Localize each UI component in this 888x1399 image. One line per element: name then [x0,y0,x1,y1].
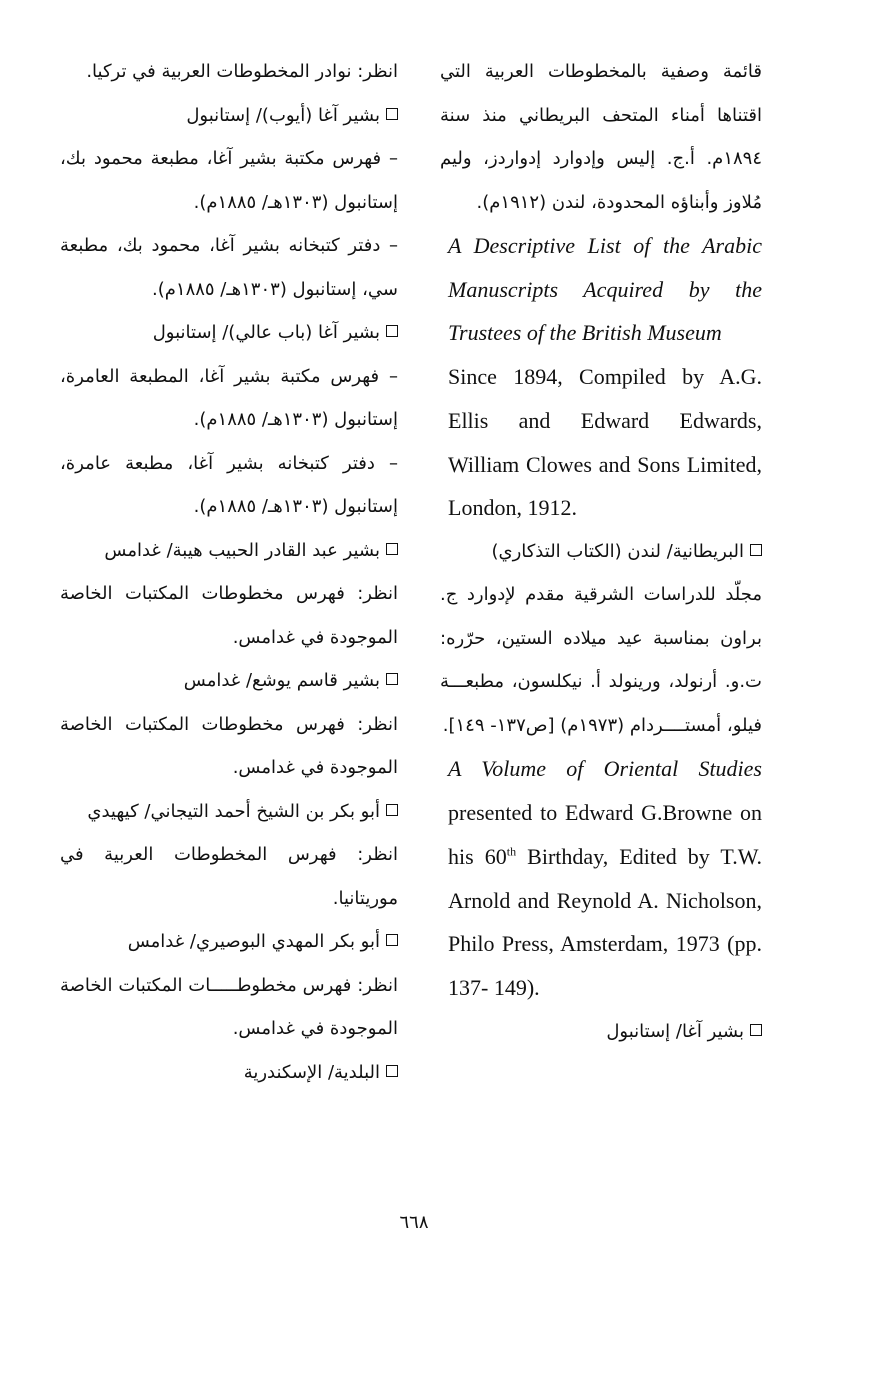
entry-heading-text: بشير قاسم يوشع/ غدامس [183,670,380,691]
catalog-item: – فهرس مكتبة بشير آغا، المطبعة العامرة، إستانبول (١٣٠٣هـ/ ١٨٨٥م). [60,365,398,430]
entry-heading-text: البريطانية/ لندن (الكتاب التذكاري) [491,540,744,562]
entry-heading-bashir-agha-ayyub [60,94,398,138]
english-title-oriental-studies: A Volume of Oriental Studies [448,756,762,782]
left-column [60,50,398,1094]
see-reference-ghadames: انظر: فهرس مخطوطات المكتبات الخاصة الموجودة في غدامس. [60,713,398,778]
catalog-item: – فهرس مكتبة بشير آغا، مطبعة محمود بك، إستانبول (١٣٠٣هـ/ ١٨٨٥م). [60,148,398,213]
checkbox-square-icon [386,108,398,120]
english-entry-oriental-studies [440,747,762,1009]
checkbox-square-icon [386,934,398,946]
catalog-item: – دفتر كتبخانه بشير آغا، مطبعة عامرة، إستانبول (١٣٠٣هـ/ ١٨٨٥م). [60,452,398,517]
checkbox-square-icon [386,543,398,555]
page-number: ٦٦٨ [399,1212,429,1233]
entry-heading-municipality-alexandria [60,1051,398,1095]
entry-heading-text: أبو بكر بن الشيخ أحمد التيجاني/ كيهيدي [87,800,380,822]
superscript-th: th [506,844,517,859]
entry-heading-text: بشير عبد القادر الحبيب هيبة/ غدامس [104,539,380,561]
entry-heading-text: بشير آغا/ إستانبول [606,1020,744,1042]
arabic-entry-oriental-studies: مجلّد للدراسات الشرقية مقدم لإدوارد ج. براون بمناسبة عيد ميلاده الستين، حرّره: ت.و. أرنولد، ورينولد أ. نيكلسون، مطبعـــة فيلو، أمستــــردام (١٩٧٣م) [ص١٣٧- ١٤٩]. [440,584,762,736]
entry-heading-abu-bakr-tijani [60,790,398,834]
entry-heading-abu-bakr-busiri [60,920,398,964]
see-reference-ghadames: انظر: فهرس مخطوطات المكتبات الخاصة الموجودة في غدامس. [60,583,398,648]
entry-heading-text: بشير آغا (باب عالي)/ إستانبول [152,322,380,343]
arabic-entry-british-museum: قائمة وصفية بالمخطوطات العربية التي اقتناها أمناء المتحف البريطاني منذ سنة ١٨٩٤م. أ.ج. إليس وإدوارد إدواردز، وليم مُلاوز وأبناؤه المحدودة، لندن (١٩١٢م). [440,61,762,213]
entry-heading-bashir-agha [440,1010,762,1054]
see-reference-mauritania: انظر: فهرس المخطوطات العربية في موريتانيا. [60,844,398,909]
entry-heading-text: البلدية/ الإسكندرية [243,1061,380,1083]
checkbox-square-icon [386,673,398,685]
right-column [440,50,762,1053]
see-reference-ghadames: انظر: فهرس مخطوطـــــات المكتبات الخاصة الموجودة في غدامس. [60,974,398,1039]
checkbox-square-icon [750,544,762,556]
checkbox-square-icon [386,804,398,816]
see-reference-turkey: انظر: نوادر المخطوطات العربية في تركيا. [86,61,398,82]
english-publication-british-museum: Since 1894, Compiled by A.G. Ellis and Edward Edwards, William Clowes and Sons Limited, London, 1912. [448,364,762,521]
english-title-british-museum: A Descriptive List of the Arabic Manuscripts Acquired by the Trustees of the British Museum [448,233,762,346]
entry-heading-text: بشير آغا (أيوب)/ إستانبول [186,104,380,126]
entry-heading-british-london [440,530,762,574]
english-publication-part-a: presented to Edward G.Browne on his 60 [448,800,762,869]
checkbox-square-icon [750,1024,762,1036]
entry-heading-text: أبو بكر المهدي البوصيري/ غدامس [127,931,380,952]
entry-heading-bashir-qasim [60,659,398,703]
entry-heading-bashir-agha-bab-ali [60,311,398,355]
english-publication-part-b: Birthday, Edited by T.W. Arnold and Reynold A. Nicholson, Philo Press, Amsterdam, 1973 (pp. 137- 149). [448,843,762,1000]
entry-heading-bashir-abdulqader [60,529,398,573]
checkbox-square-icon [386,325,398,337]
checkbox-square-icon [386,1065,398,1077]
catalog-item: – دفتر كتبخانه بشير آغا، محمود بك، مطبعة سي، إستانبول (١٣٠٣هـ/ ١٨٨٥م). [60,235,398,300]
